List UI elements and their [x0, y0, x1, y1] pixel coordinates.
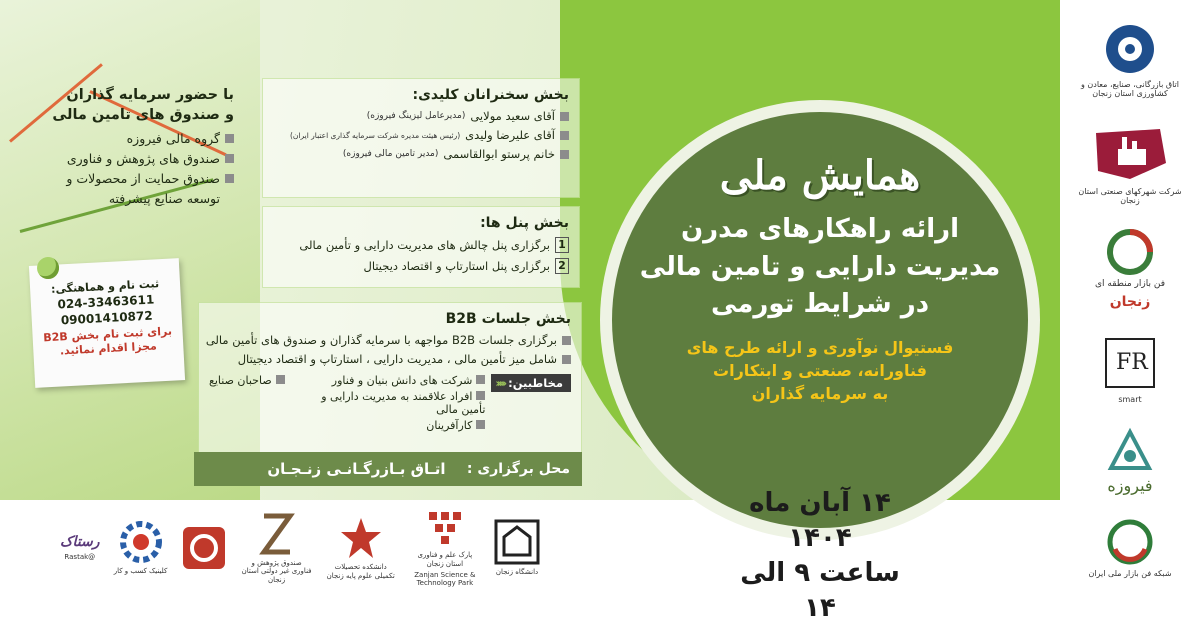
- speaker-item: آقای سعید مولایی (مدیرعامل لیزینگ فیروزه): [273, 109, 569, 123]
- fund-logo-icon: [260, 512, 294, 556]
- university-logo-icon: [494, 519, 540, 565]
- partner-logos: [60, 508, 540, 588]
- square-bullet-icon: [225, 154, 234, 163]
- venue-value: اتـاق بـازرگـانـی زنـجـان: [267, 460, 446, 478]
- factory-map-icon: [1090, 123, 1170, 183]
- b2b-heading: بخش جلسات B2B: [445, 311, 571, 327]
- square-bullet-icon: [562, 336, 571, 345]
- partner-logo-clinic: کلینیک کسب و کار: [114, 520, 168, 575]
- partner-logo-university: دانشگاه زنجان: [494, 519, 540, 576]
- event-label: همایش ملی: [719, 152, 921, 199]
- audience-item: شرکت های دانش بنیان و فناور: [301, 374, 486, 387]
- svg-text:FR: FR: [1116, 349, 1148, 375]
- b2b-section: [198, 302, 582, 454]
- phone-number[interactable]: 09001410872: [60, 308, 153, 328]
- registration-note: [29, 258, 185, 388]
- investor-item: صندوق حمایت از محصولات و: [26, 171, 234, 186]
- registration-heading: ثبت نام و هماهنگی:: [50, 277, 160, 296]
- logo-chamber: اتاق بازرگانی، صنایع، معادن و کشاورزی استان زنجان: [1075, 22, 1185, 99]
- audience-row: [209, 374, 571, 432]
- investor-item: گروه مالی فیروزه: [26, 131, 234, 146]
- number-badge: 2: [555, 258, 569, 274]
- partner-logo-tech-park: پارک علم و فناوری استان زنجان Zanjan Science & Technology Park: [410, 508, 480, 588]
- b2b-item: برگزاری جلسات B2B مواجهه با سرمایه گذاران و صندوق های تأمین مالی: [209, 333, 571, 347]
- venue-bar: [194, 452, 582, 486]
- event-title: ارائه راهکارهای مدرن مدیریت دارایی و تامین مالی در شرایط تورمی: [639, 214, 1001, 320]
- red-circle-logo-icon: [181, 525, 227, 571]
- logo-smart: FR smart: [1075, 335, 1185, 405]
- square-bullet-icon: [225, 174, 234, 183]
- investors-section: [16, 78, 244, 218]
- partner-logo-red: [181, 525, 227, 571]
- square-bullet-icon: [562, 355, 571, 364]
- number-badge: 1: [555, 237, 569, 253]
- firouzeh-emblem-icon: [1105, 428, 1155, 472]
- investor-item: توسعه صنایع پیشرفته: [108, 191, 220, 207]
- partner-logo-fund: صندوق پژوهش و فناوری غیر دولتی استان زنجان: [242, 512, 312, 584]
- event-circle: [612, 112, 1028, 528]
- b2b-item: شامل میز تأمین مالی ، مدیریت دارایی ، استارتاپ و اقتصاد دیجیتال: [209, 352, 571, 366]
- square-bullet-icon: [476, 375, 485, 384]
- speaker-item: آقای علیرضا ولیدی (رئیس هیئت مدیره شرکت سرمایه گذاری اعتبار ایران): [273, 128, 569, 142]
- fr-smart-logo-icon: [1102, 335, 1158, 391]
- speakers-section: [262, 78, 580, 198]
- panel-item: 1 برگزاری پنل چالش های مدیریت دارایی و تأمین مالی: [273, 237, 569, 253]
- investor-item: صندوق های پژوهش و فناوری: [26, 151, 234, 166]
- square-bullet-icon: [225, 134, 234, 143]
- square-bullet-icon: [276, 375, 285, 384]
- audience-item: صاحبان صنایع: [209, 374, 285, 387]
- logo-national-fanbazar: شبکه فن بازار ملی ایران: [1075, 519, 1185, 579]
- partner-logo-graduate-school: دانشکده تحصیلات تکمیلی علوم پایه زنجان: [326, 516, 396, 580]
- panels-heading: بخش پنل ها:: [480, 215, 569, 231]
- event-date: ۱۴ آبان ماه ۱۴۰۴ ساعت ۹ الی ۱۴: [740, 488, 900, 624]
- square-bullet-icon: [476, 420, 485, 429]
- pin-icon: [36, 256, 59, 279]
- chamber-globe-icon: [1103, 22, 1157, 76]
- partner-logo-rastak: رستاک @Rastak: [60, 534, 100, 562]
- venue-label: محل برگزاری :: [466, 461, 570, 477]
- audience-item: افراد علاقمند به مدیریت دارایی و تأمین مالی: [321, 390, 486, 416]
- fanbazar-logo-icon: [1107, 229, 1153, 275]
- square-bullet-icon: [560, 150, 569, 159]
- chevrons-left-icon: ‹‹‹‹‹: [495, 376, 505, 390]
- speakers-heading: بخش سخنرانان کلیدی:: [412, 87, 569, 103]
- speaker-item: خانم پرستو ابوالقاسمی (مدیر تامین مالی فیروزه): [273, 147, 569, 161]
- panel-item: 2 برگزاری پنل استارتاپ و اقتصاد دیجیتال: [273, 258, 569, 274]
- square-bullet-icon: [476, 391, 485, 400]
- audience-list: [209, 374, 485, 432]
- tech-park-logo-icon: [425, 508, 465, 548]
- event-subtitle: فستیوال نوآوری و ارائه طرح های فناورانه، صنعتی و ابتکارات به سرمایه گذاران: [686, 338, 954, 404]
- sponsor-logo-bar: [1060, 0, 1200, 600]
- square-bullet-icon: [560, 131, 569, 140]
- national-fanbazar-logo-icon: [1107, 519, 1153, 565]
- logo-industrial: شرکت شهرکهای صنعتی استان زنجان: [1075, 123, 1185, 206]
- star-logo-icon: [339, 516, 383, 560]
- audience-item: کارآفرینان: [301, 419, 486, 432]
- b2b-registration-note: برای ثبت نام بخش B2B مجزا اقدام نمائید.: [42, 324, 173, 358]
- logo-firouzeh: فیروزه: [1075, 428, 1185, 495]
- investors-heading: با حضور سرمایه گذاران و صندوق های تامین مالی: [52, 87, 234, 123]
- gear-icon: [119, 520, 163, 564]
- audience-label: مخاطبین: ‹‹‹‹‹: [491, 374, 571, 392]
- square-bullet-icon: [560, 112, 569, 121]
- logo-fanbazar: فن بازار منطقه ای زنجان: [1075, 229, 1185, 311]
- panels-section: [262, 206, 580, 288]
- phone-number[interactable]: 024-33463611: [57, 292, 155, 312]
